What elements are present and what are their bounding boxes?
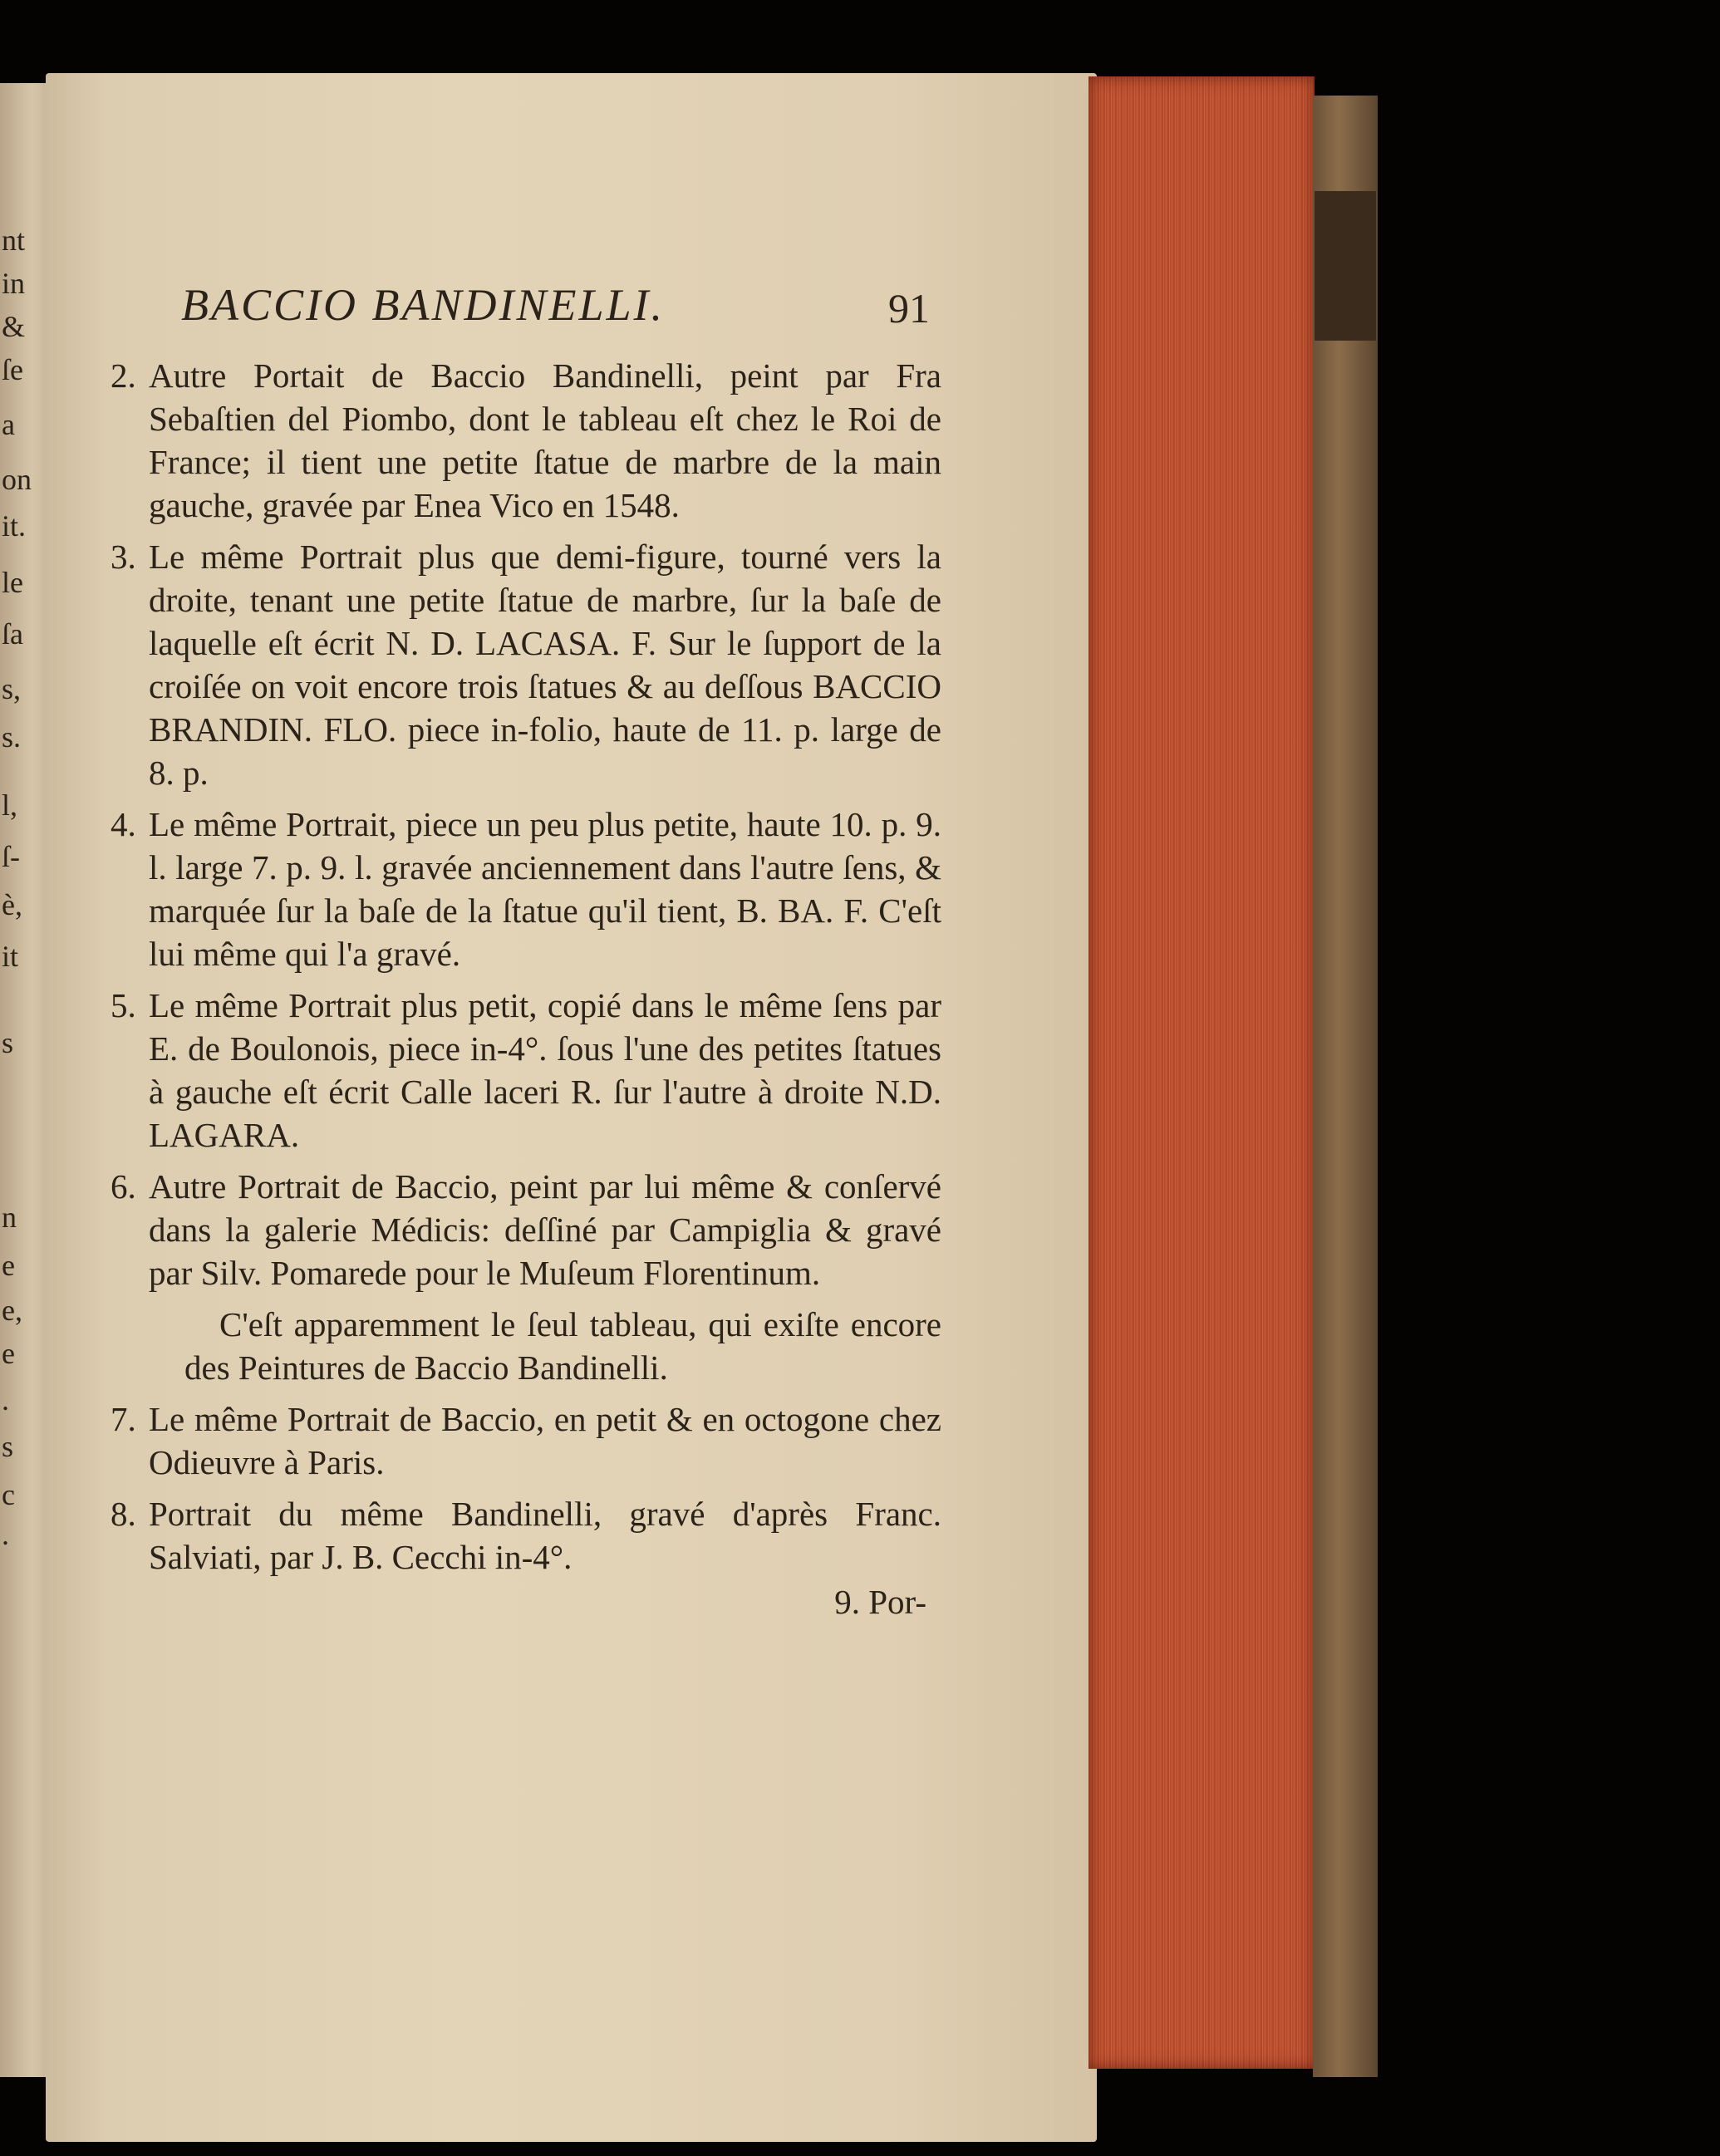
catalog-entry-5	[111, 984, 941, 1157]
facing-page-fragment: le	[2, 566, 23, 599]
entry-text: Le même Portrait plus que demi-figure, tourné vers la droite, tenant une petite ſtatue de marbre, ſur la baſe de laquelle eſt écrit N. D. LACASA. F. Sur le ſupport de la croiſée on voit encore trois ſtatues & au deſſous BACCIO BRANDIN. FLO. piece in-folio, haute de 11. p. large de 8. p.	[149, 538, 941, 792]
facing-page-fragment: ſ-	[2, 840, 20, 873]
facing-page-fragment: it.	[2, 509, 27, 543]
entry-number: 5.	[111, 986, 136, 1024]
facing-page-fragment: .	[2, 1383, 9, 1417]
facing-page-fragment: c	[2, 1478, 15, 1511]
facing-page-fragment: a	[2, 408, 15, 441]
facing-page-fragment: s.	[2, 720, 22, 754]
entry-number: 8.	[111, 1495, 136, 1533]
facing-page-fragment: &	[2, 310, 26, 343]
page-number: 91	[888, 285, 930, 332]
facing-page-fragment: n	[2, 1201, 17, 1234]
running-title: BACCIO BANDINELLI.	[181, 280, 666, 330]
facing-page-fragment: s,	[2, 672, 22, 705]
facing-page-fragment: è,	[2, 888, 22, 921]
entry-text: Le même Portrait de Baccio, en petit & en octogone chez Odieuvre à Paris.	[149, 1400, 941, 1481]
facing-page-fragment: s	[2, 1026, 14, 1059]
facing-page-fragment: ſe	[2, 353, 23, 386]
entry-text: Portrait du même Bandinelli, gravé d'après Franc. Salviati, par J. B. Cecchi in-4°.	[149, 1495, 941, 1576]
entry-text: Autre Portait de Baccio Bandinelli, peint par Fra Sebaſtien del Piombo, dont le tableau eſt chez le Roi de France; il tient une petite ſtatue de marbre de la main gauche, gravée par Enea Vico en 1548.	[149, 356, 941, 524]
facing-page-fragment: .	[2, 1518, 9, 1551]
facing-page-fragment: e	[2, 1249, 15, 1282]
editorial-note: C'eſt apparemment le ſeul tableau, qui exiſte encore des Peintures de Baccio Bandinelli.	[184, 1305, 941, 1387]
page-fore-edge	[1089, 76, 1315, 2069]
entry-number: 6.	[111, 1167, 136, 1206]
facing-page-fragment: e	[2, 1337, 15, 1370]
entry-number: 4.	[111, 805, 136, 843]
running-head	[111, 279, 941, 346]
catalog-entry-2	[111, 354, 941, 527]
catalog-entry-6	[111, 1165, 941, 1294]
entry-number: 7.	[111, 1400, 136, 1438]
cover-worn-patch	[1315, 191, 1376, 341]
catalog-entry-8	[111, 1492, 941, 1579]
facing-page-fragment: it	[2, 940, 19, 973]
facing-page-fragment: on	[2, 463, 32, 496]
text-block	[111, 279, 941, 1625]
entry-text: Le même Portrait, piece un peu plus petite, haute 10. p. 9. l. large 7. p. 9. l. gravée anciennement dans l'autre ſens, & marquée ſur la baſe de la ſtatue qu'il tient, B. BA. F. C'eſt lui même qui l'a gravé.	[149, 805, 941, 973]
catalog-entry-4	[111, 803, 941, 975]
page-content	[46, 73, 1097, 2142]
facing-page-fragment: in	[2, 267, 26, 300]
entry-number: 3.	[111, 538, 136, 576]
catalog-entry-7	[111, 1397, 941, 1484]
facing-page-fragment: ſa	[2, 617, 23, 651]
facing-page-fragment: l,	[2, 788, 18, 822]
entry-text: Autre Portrait de Baccio, peint par lui même & conſervé dans la galerie Médicis: deſſiné par Campiglia & gravé par Silv. Pomarede pour le Muſeum Florentinum.	[149, 1167, 941, 1292]
facing-page-fragment: e,	[2, 1294, 22, 1327]
book-cover-edge	[1313, 96, 1378, 2077]
facing-page-fragment: nt	[2, 223, 26, 257]
facing-page-fragment: s	[2, 1430, 14, 1463]
entry-number: 2.	[111, 356, 136, 395]
catchword: 9. Por-	[834, 1583, 926, 1621]
entry-text: Le même Portrait plus petit, copié dans le même ſens par E. de Boulonois, piece in-4°. ſous l'une des petites ſtatues à gauche eſt écrit Calle laceri R. ſur l'autre à droite N.D. LAGARA.	[149, 986, 941, 1154]
catalog-entry-3	[111, 535, 941, 794]
